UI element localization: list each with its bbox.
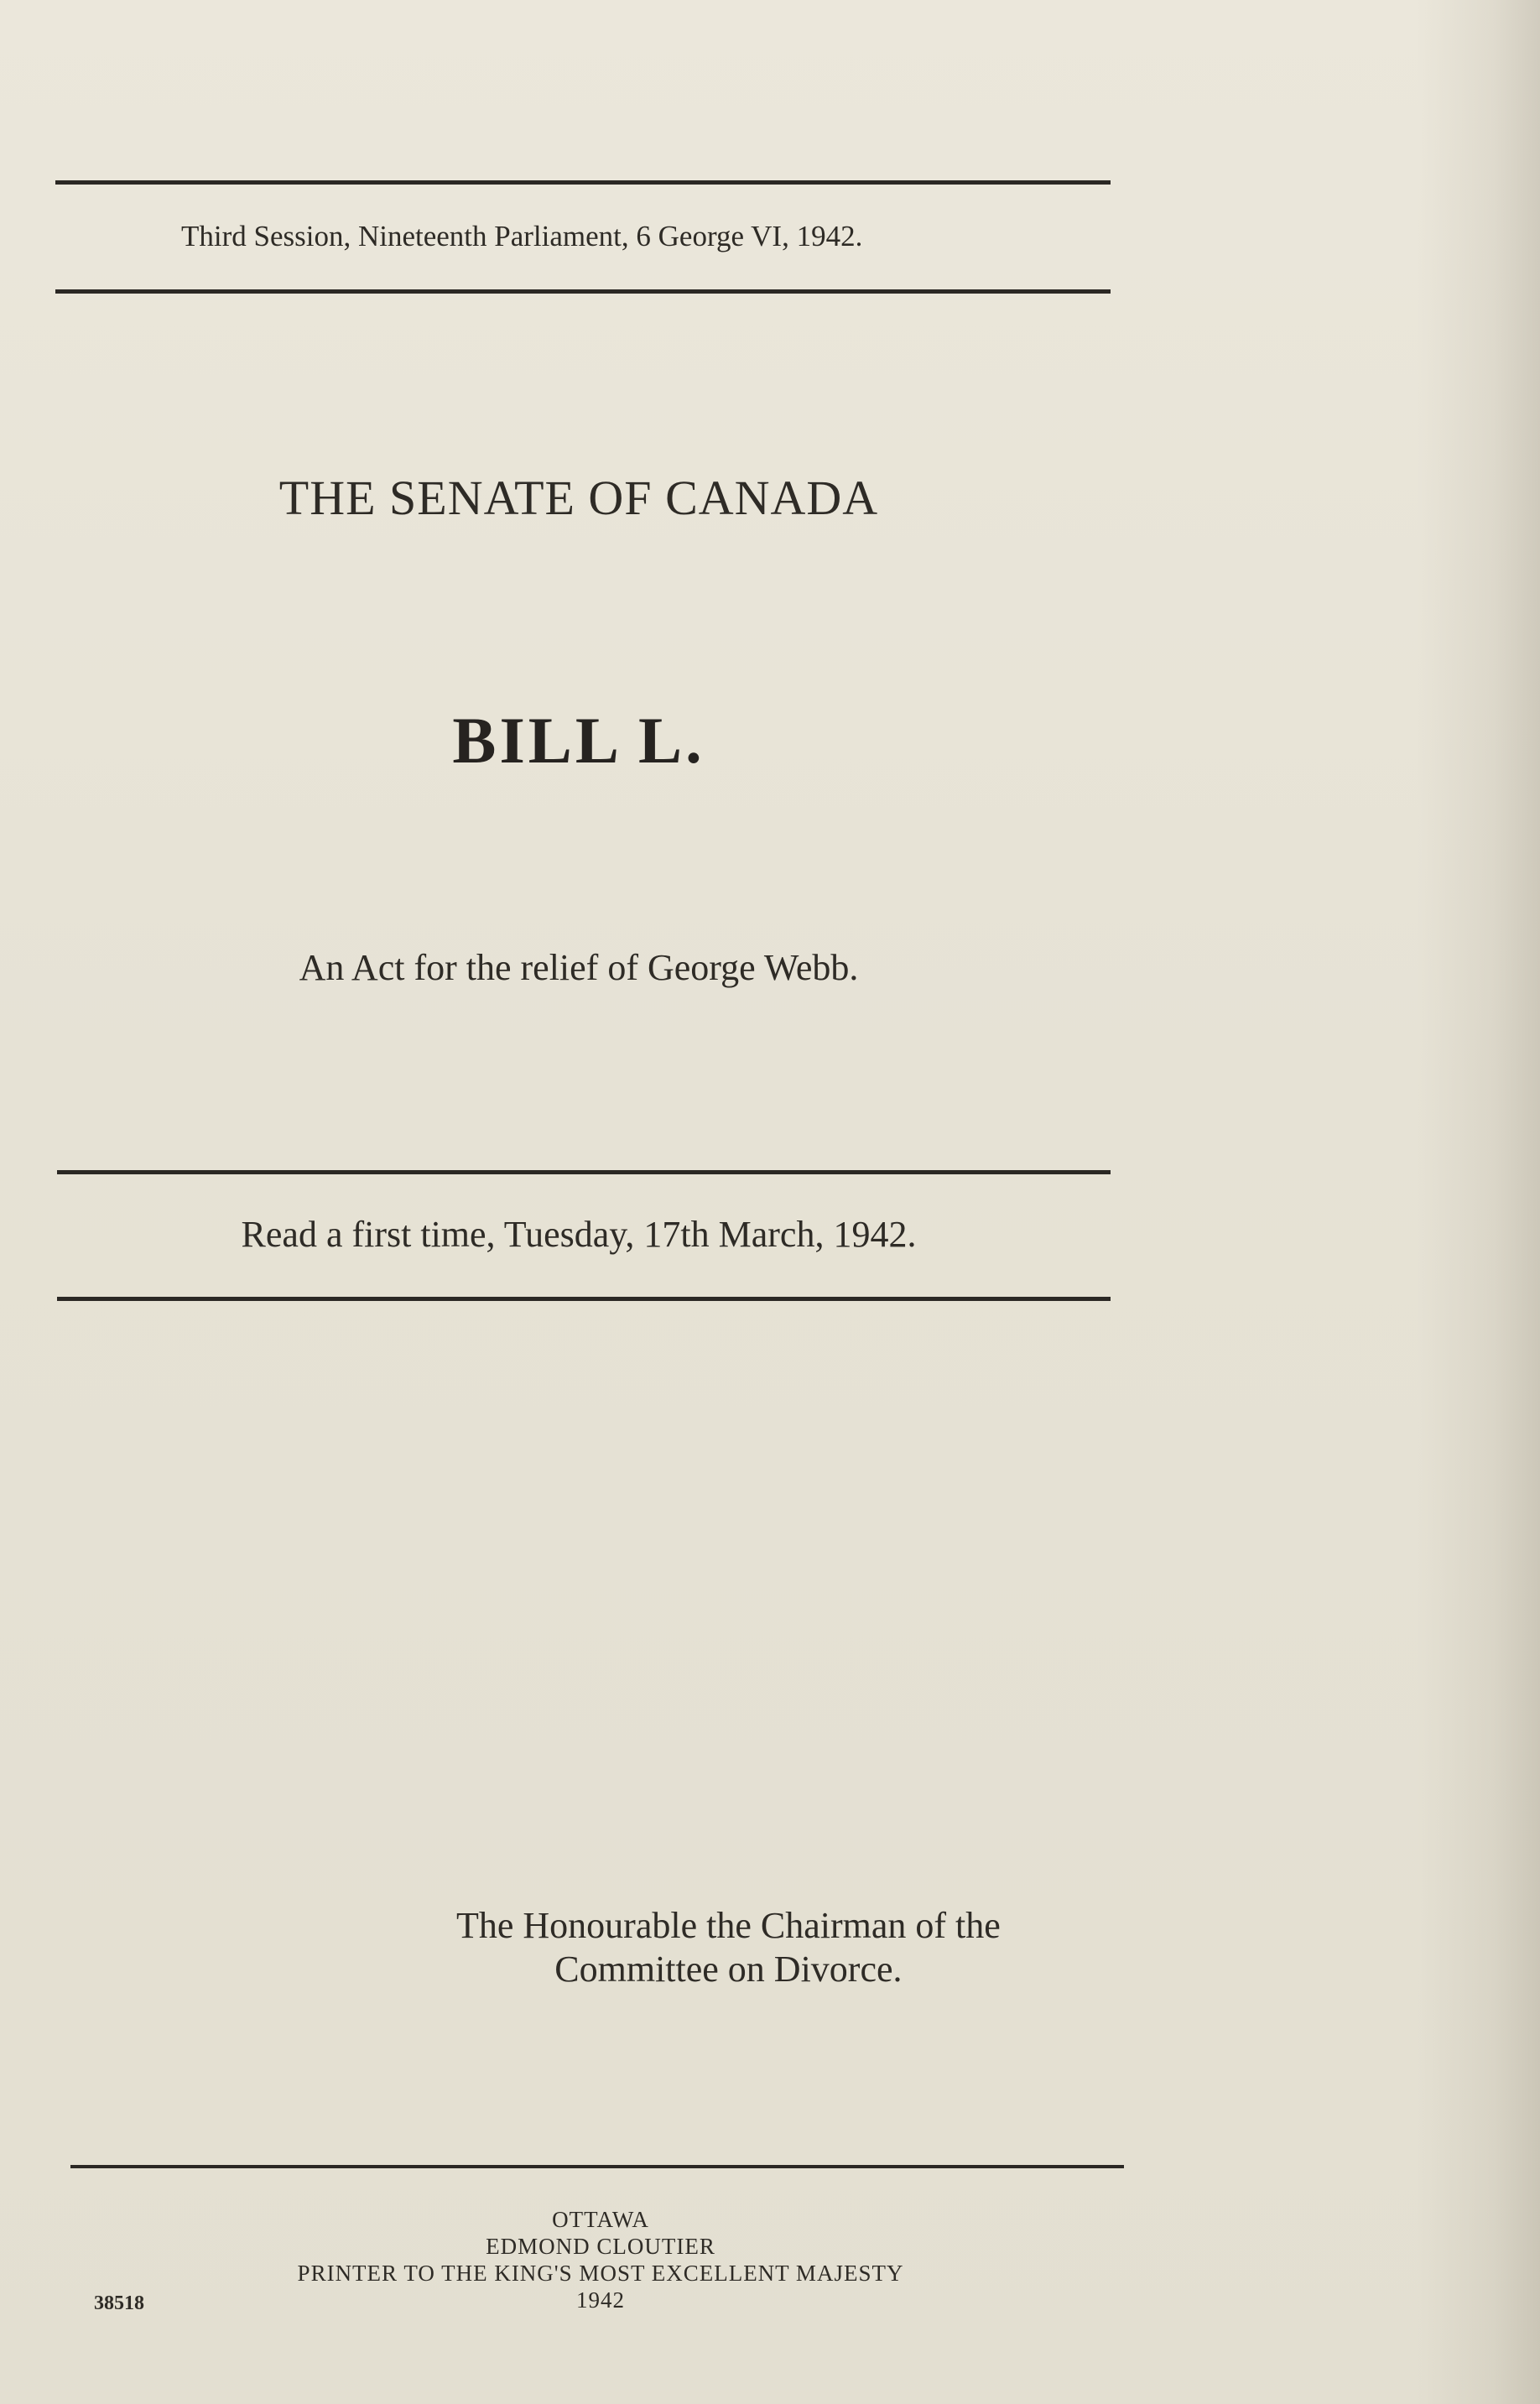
imprint-printer: EDMOND CLOUTIER <box>486 2234 715 2259</box>
bill-title: BILL L. <box>452 704 705 777</box>
imprint-block <box>0 2206 1201 2313</box>
imprint-rule <box>70 2165 1124 2168</box>
sponsor-line-1: The Honourable the Chairman of the <box>456 1905 1001 1946</box>
print-number: 38518 <box>94 2292 144 2314</box>
act-title: An Act for the relief of George Webb. <box>299 947 859 988</box>
top-rule <box>55 180 1111 185</box>
house-heading: THE SENATE OF CANADA <box>278 471 879 525</box>
sponsor-block <box>456 1904 1001 1991</box>
imprint-year: 1942 <box>576 2287 625 2313</box>
imprint-title: PRINTER TO THE KING'S MOST EXCELLENT MAJESTY <box>297 2261 904 2286</box>
session-line: Third Session, Nineteenth Parliament, 6 George VI, 1942. <box>181 220 863 252</box>
sponsor-line-2: Committee on Divorce. <box>554 1949 903 1990</box>
reading-bottom-rule <box>57 1297 1111 1301</box>
first-reading-line: Read a first time, Tuesday, 17th March, 1942. <box>241 1214 917 1255</box>
imprint-city: OTTAWA <box>552 2207 649 2232</box>
reading-top-rule <box>57 1170 1111 1174</box>
session-bottom-rule <box>55 289 1111 294</box>
